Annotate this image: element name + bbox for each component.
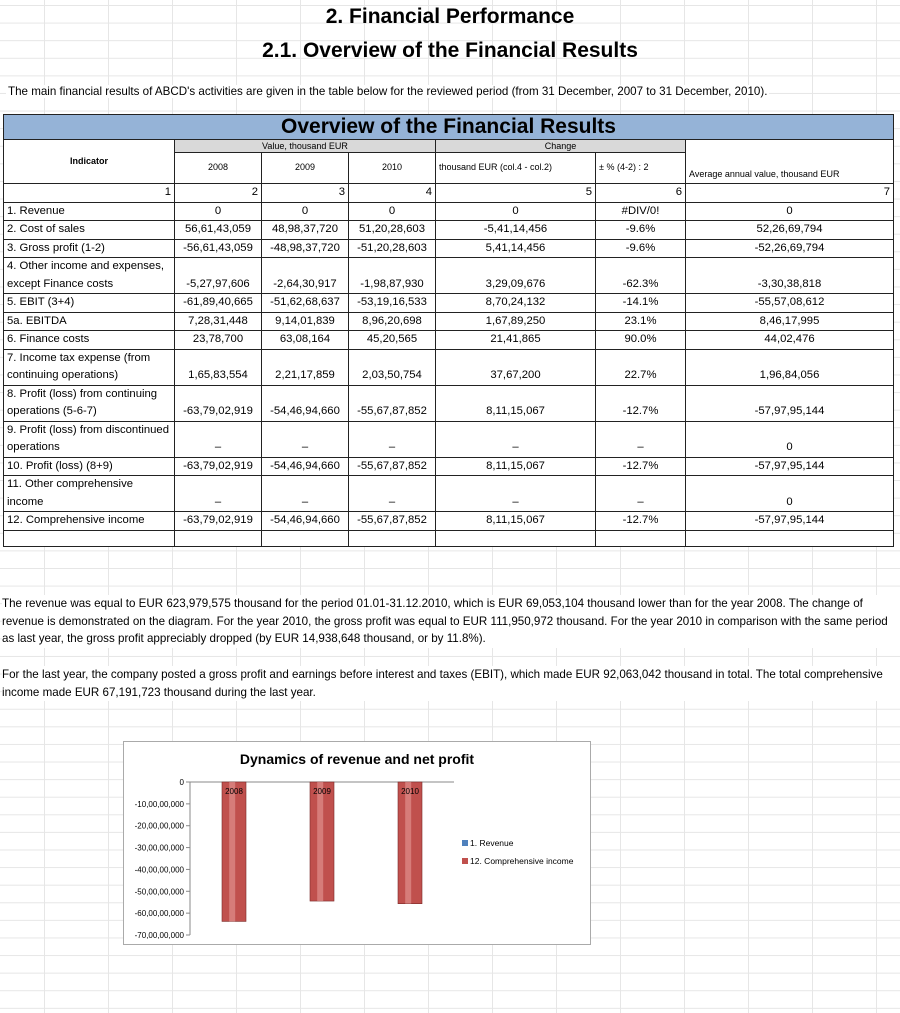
analysis-paragraph-1: The revenue was equal to EUR 623,979,575 thousand for the period 01.01-31.12.2010, which is EUR 69,053,104 thousand lower than for the year 2008. The change of revenue is demonstrated on the diagram. For the year 2010, the gross profit was equal to EUR 111,950,972 thousand. For the year 2010 in comparison with the same period as last year, the gross profit appreciably dropped (by EUR 14,938,648 thousand, or by 11.8%). [2, 595, 900, 648]
legend-label: 1. Revenue [470, 838, 514, 848]
intro-text: The main financial results of ABCD's activities are given in the table below for the reviewed period (from 31 December, 2007 to 31 December, 2010). [8, 85, 768, 98]
empty-cell [686, 530, 894, 546]
value-2010: -51,20,28,603 [349, 239, 436, 258]
row-label: 11. Other comprehensive income [4, 476, 175, 512]
row-label: 8. Profit (loss) from continuing operations (5-6-7) [4, 385, 175, 421]
avg-value: 1,96,84,056 [686, 349, 894, 385]
avg-value: -55,57,08,612 [686, 294, 894, 313]
chart-canvas [124, 742, 590, 944]
value-2010: – [349, 476, 436, 512]
year-header: 2009 [262, 153, 349, 184]
row-label: 7. Income tax expense (from continuing operations) [4, 349, 175, 385]
change-abs: -5,41,14,456 [436, 221, 596, 240]
value-2010: 2,03,50,754 [349, 349, 436, 385]
value-2008: -63,79,02,919 [175, 385, 262, 421]
change-abs: 8,70,24,132 [436, 294, 596, 313]
value-2009: -54,46,94,660 [262, 457, 349, 476]
avg-value: 0 [686, 476, 894, 512]
value-2009: 2,21,17,859 [262, 349, 349, 385]
value-2008: – [175, 421, 262, 457]
table-row [4, 476, 894, 512]
change-pct: -9.6% [596, 221, 686, 240]
row-label: 4. Other income and expenses, except Finance costs [4, 258, 175, 294]
change-abs: 8,11,15,067 [436, 457, 596, 476]
row-label: 9. Profit (loss) from discontinued operations [4, 421, 175, 457]
avg-value: -3,30,38,818 [686, 258, 894, 294]
y-tick-label: -70,00,00,000 [134, 931, 184, 940]
value-2009: 48,98,37,720 [262, 221, 349, 240]
empty-cell [349, 530, 436, 546]
change-group-header: Change [436, 140, 686, 153]
col-number: 5 [436, 184, 596, 203]
value-2009: -2,64,30,917 [262, 258, 349, 294]
value-2008: 0 [175, 202, 262, 221]
avg-value: -57,97,95,144 [686, 385, 894, 421]
value-2010: 8,96,20,698 [349, 312, 436, 331]
table-row [4, 221, 894, 240]
avg-value: 52,26,69,794 [686, 221, 894, 240]
value-2009: 9,14,01,839 [262, 312, 349, 331]
change-pct: -12.7% [596, 457, 686, 476]
value-2009: -54,46,94,660 [262, 512, 349, 531]
bar-highlight [229, 782, 235, 921]
x-category-label: 2008 [225, 787, 243, 796]
avg-value: -57,97,95,144 [686, 512, 894, 531]
row-label: 2. Cost of sales [4, 221, 175, 240]
row-label: 12. Comprehensive income [4, 512, 175, 531]
value-2010: -1,98,87,930 [349, 258, 436, 294]
table-row [4, 331, 894, 350]
year-header: 2010 [349, 153, 436, 184]
row-label: 10. Profit (loss) (8+9) [4, 457, 175, 476]
subsection-heading: 2.1. Overview of the Financial Results [262, 39, 638, 62]
value-2008: 1,65,83,554 [175, 349, 262, 385]
empty-cell [262, 530, 349, 546]
bar-highlight [405, 782, 411, 904]
value-2009: -51,62,68,637 [262, 294, 349, 313]
change-pct: 90.0% [596, 331, 686, 350]
legend-swatch [462, 840, 468, 846]
value-2009: -54,46,94,660 [262, 385, 349, 421]
change-abs: 8,11,15,067 [436, 385, 596, 421]
value-2010: 0 [349, 202, 436, 221]
row-label: 3. Gross profit (1-2) [4, 239, 175, 258]
change-abs-header: thousand EUR (col.4 - col.2) [436, 153, 596, 184]
table-row [4, 239, 894, 258]
value-2009: – [262, 476, 349, 512]
col-number: 2 [175, 184, 262, 203]
value-2010: 45,20,565 [349, 331, 436, 350]
avg-value: -57,97,95,144 [686, 457, 894, 476]
change-abs: 37,67,200 [436, 349, 596, 385]
empty-cell [596, 530, 686, 546]
table-row [4, 512, 894, 531]
value-2009: -48,98,37,720 [262, 239, 349, 258]
change-pct: -14.1% [596, 294, 686, 313]
value-2009: 63,08,164 [262, 331, 349, 350]
value-2009: – [262, 421, 349, 457]
avg-value: 44,02,476 [686, 331, 894, 350]
analysis-paragraph-2: For the last year, the company posted a gross profit and earnings before interest and taxes (EBIT), which made EUR 92,063,042 thousand in total. The total comprehensive income made EUR 67,191,723 thousand during the last year. [2, 666, 900, 701]
x-category-label: 2010 [401, 787, 419, 796]
change-abs: – [436, 476, 596, 512]
indicator-header: Indicator [4, 140, 175, 184]
avg-value: 8,46,17,995 [686, 312, 894, 331]
change-abs: 8,11,15,067 [436, 512, 596, 531]
y-tick-label: -10,00,00,000 [134, 799, 184, 809]
avg-header: Average annual value, thousand EUR [686, 140, 894, 184]
chart-title: Dynamics of revenue and net profit [239, 751, 475, 767]
change-pct: -12.7% [596, 512, 686, 531]
financial-results-table [3, 114, 894, 547]
y-tick-label: -30,00,00,000 [134, 843, 184, 853]
value-2010: -55,67,87,852 [349, 512, 436, 531]
table-row [4, 385, 894, 421]
change-pct: -12.7% [596, 385, 686, 421]
table-row [4, 421, 894, 457]
value-2010: – [349, 421, 436, 457]
row-label: 6. Finance costs [4, 331, 175, 350]
table-row [4, 349, 894, 385]
value-2008: 7,28,31,448 [175, 312, 262, 331]
section-heading: 2. Financial Performance [325, 5, 575, 28]
row-label: 5a. EBITDA [4, 312, 175, 331]
value-2008: -5,27,97,606 [175, 258, 262, 294]
avg-value: -52,26,69,794 [686, 239, 894, 258]
value-2008: – [175, 476, 262, 512]
row-label: 5. EBIT (3+4) [4, 294, 175, 313]
change-abs: 1,67,89,250 [436, 312, 596, 331]
bar-highlight [317, 782, 323, 901]
change-abs: – [436, 421, 596, 457]
value-2008: -63,79,02,919 [175, 457, 262, 476]
y-tick-label: -40,00,00,000 [134, 865, 184, 875]
value-2008: 56,61,43,059 [175, 221, 262, 240]
value-2010: 51,20,28,603 [349, 221, 436, 240]
value-2009: 0 [262, 202, 349, 221]
value-2008: -63,79,02,919 [175, 512, 262, 531]
table-row [4, 258, 894, 294]
table-title: Overview of the Financial Results [4, 115, 894, 140]
legend-label: 12. Comprehensive income [470, 856, 574, 866]
col-number: 6 [596, 184, 686, 203]
empty-cell [175, 530, 262, 546]
value-2008: -61,89,40,665 [175, 294, 262, 313]
col-number: 3 [262, 184, 349, 203]
col-number: 7 [686, 184, 894, 203]
y-tick-label: -20,00,00,000 [134, 821, 184, 831]
y-tick-label: -50,00,00,000 [134, 887, 184, 897]
change-pct: 22.7% [596, 349, 686, 385]
value-2010: -55,67,87,852 [349, 457, 436, 476]
avg-value: 0 [686, 421, 894, 457]
value-2008: -56,61,43,059 [175, 239, 262, 258]
table-row [4, 457, 894, 476]
table-row [4, 294, 894, 313]
change-pct: -62.3% [596, 258, 686, 294]
col-number: 4 [349, 184, 436, 203]
empty-cell [436, 530, 596, 546]
row-label: 1. Revenue [4, 202, 175, 221]
change-abs: 0 [436, 202, 596, 221]
change-abs: 3,29,09,676 [436, 258, 596, 294]
x-category-label: 2009 [313, 787, 331, 796]
y-tick-label: 0 [179, 778, 184, 787]
value-2010: -53,19,16,533 [349, 294, 436, 313]
value-2010: -55,67,87,852 [349, 385, 436, 421]
change-pct: 23.1% [596, 312, 686, 331]
value-group-header: Value, thousand EUR [175, 140, 436, 153]
avg-value: 0 [686, 202, 894, 221]
change-pct: #DIV/0! [596, 202, 686, 221]
change-pct: – [596, 476, 686, 512]
change-abs: 21,41,865 [436, 331, 596, 350]
table-row [4, 202, 894, 221]
y-tick-label: -60,00,00,000 [134, 909, 184, 919]
legend-swatch [462, 858, 468, 864]
col-number: 1 [4, 184, 175, 203]
change-pct-header: ± % (4-2) : 2 [596, 153, 686, 184]
value-2008: 23,78,700 [175, 331, 262, 350]
change-pct: – [596, 421, 686, 457]
revenue-profit-chart [123, 741, 591, 945]
table-row [4, 312, 894, 331]
empty-cell [4, 530, 175, 546]
year-header: 2008 [175, 153, 262, 184]
change-abs: 5,41,14,456 [436, 239, 596, 258]
change-pct: -9.6% [596, 239, 686, 258]
